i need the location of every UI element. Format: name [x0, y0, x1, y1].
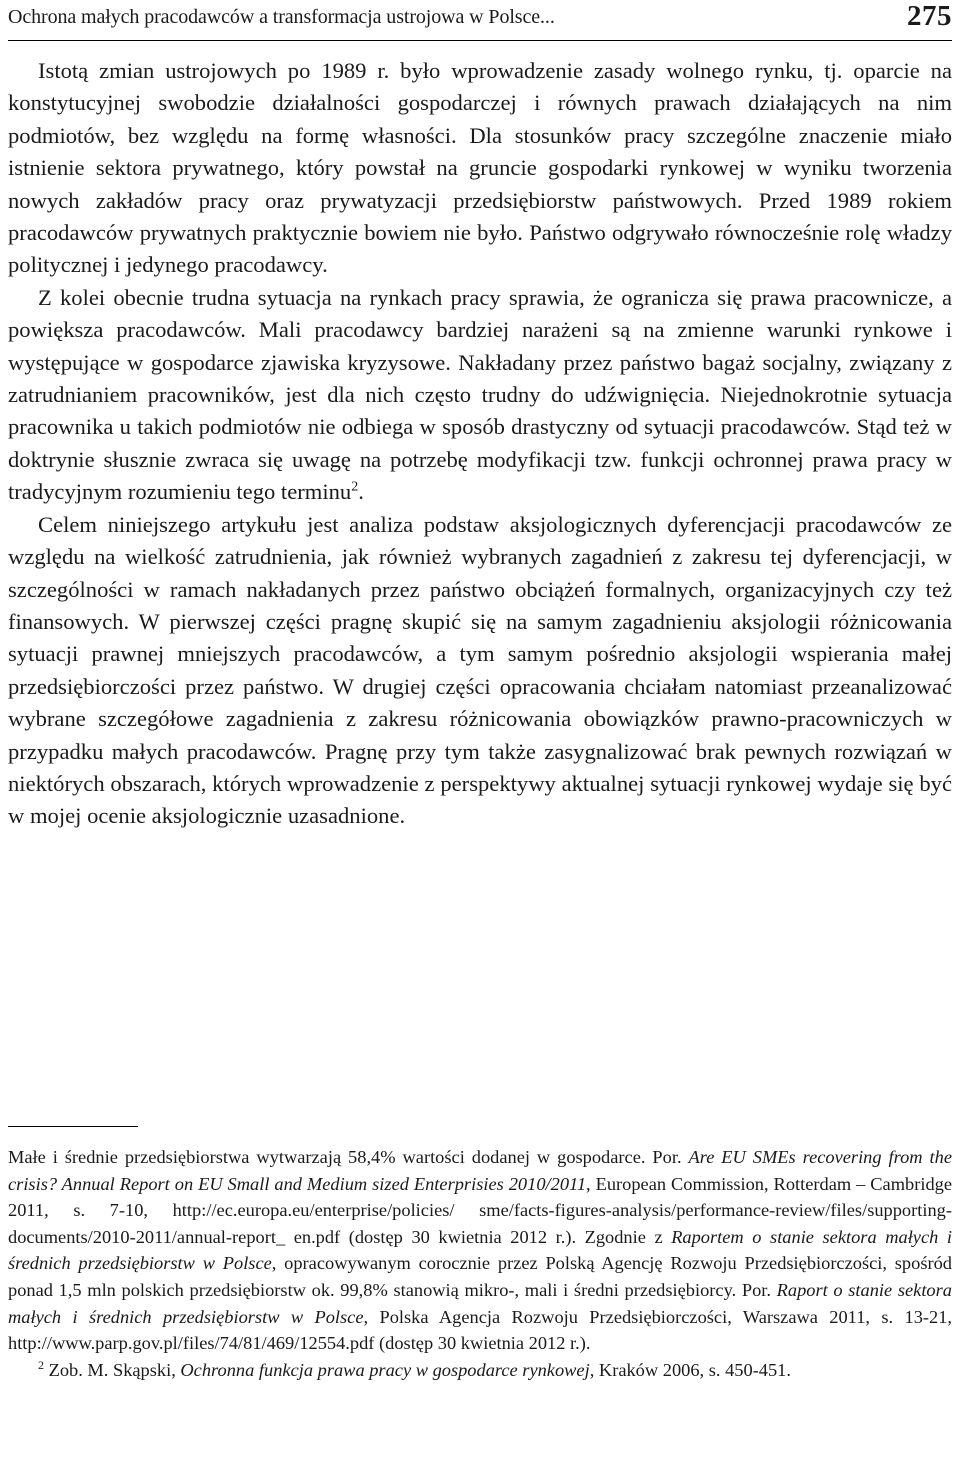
fn1-title-3: Raport o stanie sektora małych i średnich przedsiębiorstw w Polsce — [8, 1279, 952, 1327]
paragraph-2-text: Z kolei obecnie trudna sytuacja na rynkach pracy sprawia, że ogranicza się prawa pracownicze, a powiększa pracodawców. Mali pracodawcy bardziej narażeni są na zmienne warunki rynkowe i występujące w gospodarce zjawiska kryzysowe. Nakładany przez państwo bagaż socjalny, związany z zatrudnianiem pracowników, jest dla nich często trudny do udźwignięcia. Niejednokrotnie sytuacja pracownika u takich podmiotów nie odbiega w sposób drastyczny od sytuacji pracodawców. Stąd też w doktrynie słusznie zwraca się uwagę na potrzebę modyfikacji tzw. funkcji ochronnej prawa pracy w tradycyjnym rozumieniu tego terminu — [8, 284, 952, 505]
body-text — [8, 55, 952, 833]
paragraph-2 — [8, 282, 952, 509]
footnotes — [8, 1144, 952, 1383]
paragraph-3: Celem niniejszego artykułu jest analiza podstaw aksjologicznych dyferencjacji pracodawców ze względu na wielkość zatrudnienia, jak również wybranych zagadnień z zakresu tej dyferencjacji, w szczególności w ramach nakładanych przez państwo obciążeń formalnych, organizacyjnych czy też finansowych. W pierwszej części pragnę skupić się na samym zagadnieniu aksjologii różnicowania sytuacji prawnej mniejszych pracodawców, a tym samym pośrednio aksjologii wspierania małej przedsiębiorczości przez państwo. W drugiej części opracowania chciałam natomiast przeanalizować wybrane szczegółowe zagadnienia z zakresu różnicowania obowiązków prawno-pracowniczych w przypadku małych pracodawców. Pragnę przy tym także zasygnalizować brak pewnych rozwiązań w niektórych obszarach, których wprowadzenie z perspektywy aktualnej sytuacji rynkowej wydaje się być w mojej ocenie aksjologicznie uzasadnione. — [8, 511, 952, 829]
paragraph-1: Istotą zmian ustrojowych po 1989 r. było wprowadzenie zasady wolnego rynku, tj. oparcie na konstytucyjnej swobodzie działalności gospodarczej i równych prawach działających na nim podmiotów, bez względu na formę własności. Dla stosunków pracy szczególne znaczenie miało istnienie sektora prywatnego, który powstał na gruncie gospodarki rynkowej w wyniku tworzenia nowych zakładów pracy oraz prywatyzacji przedsiębiorstw państwowych. Przed 1989 rokiem pracodawców prywatnych praktycznie bowiem nie było. Państwo odgrywało równocześnie rolę władzy politycznej i jedynego pracodawcy. — [8, 58, 952, 278]
fn1-text-3: , opracowywanym corocznie przez Polską Agencję Rozwoju Przedsiębiorczości, spośród ponad 1,5 mln polskich przedsiębiorstw ok. 99,8% stanowią mikro-, mali i średni przedsiębiorcy. Por. — [8, 1253, 952, 1300]
fn1-title-1: Are EU SMEs recovering from the crisis? Annual Report on EU Small and Medium sized Enterprisies 2010/2011 — [8, 1147, 952, 1194]
running-title: Ochrona małych pracodawców a transformacja ustrojowa w Polsce... — [8, 6, 555, 28]
fn2-text-1: Zob. M. Skąpski, — [44, 1359, 181, 1380]
page-header — [8, 0, 952, 41]
footnote-1 — [8, 1144, 952, 1357]
footnote-separator — [8, 1126, 138, 1127]
footnote-2-number: 2 — [38, 1357, 44, 1372]
footnote-ref-2[interactable]: 2 — [351, 479, 359, 495]
fn2-title: Ochronna funkcja prawa pracy w gospodarce rynkowej — [180, 1359, 590, 1380]
page-number: 275 — [907, 0, 952, 32]
fn2-text-2: , Kraków 2006, s. 450-451. — [589, 1359, 791, 1380]
fn1-text-2: , European Commission, Rotterdam – Cambridge 2011, s. 7-10, http://ec.europa.eu/enterprise/policies/ sme/facts-figures-analysis/performance-review/files/supporting-documents/2010-2011/annual-report_ en.pdf (dostęp 30 kwietnia 2012 r.). Zgodnie z — [8, 1173, 952, 1247]
paragraph-2-end: . — [358, 479, 364, 505]
fn1-text-4: , Polska Agencja Rozwoju Przedsiębiorczości, Warszawa 2011, s. 13-21, http://www.parp.gov.pl/files/74/81/469/12554.pdf (dostęp 30 kwietnia 2012 r.). — [8, 1306, 952, 1354]
fn1-title-2: Raportem o stanie sektora małych i średnich przedsiębiorstw w Polsce — [8, 1226, 952, 1274]
footnote-2 — [8, 1357, 952, 1384]
fn1-text-1: Małe i średnie przedsiębiorstwa wytwarzają 58,4% wartości dodanej w gospodarce. Por. — [8, 1147, 689, 1167]
